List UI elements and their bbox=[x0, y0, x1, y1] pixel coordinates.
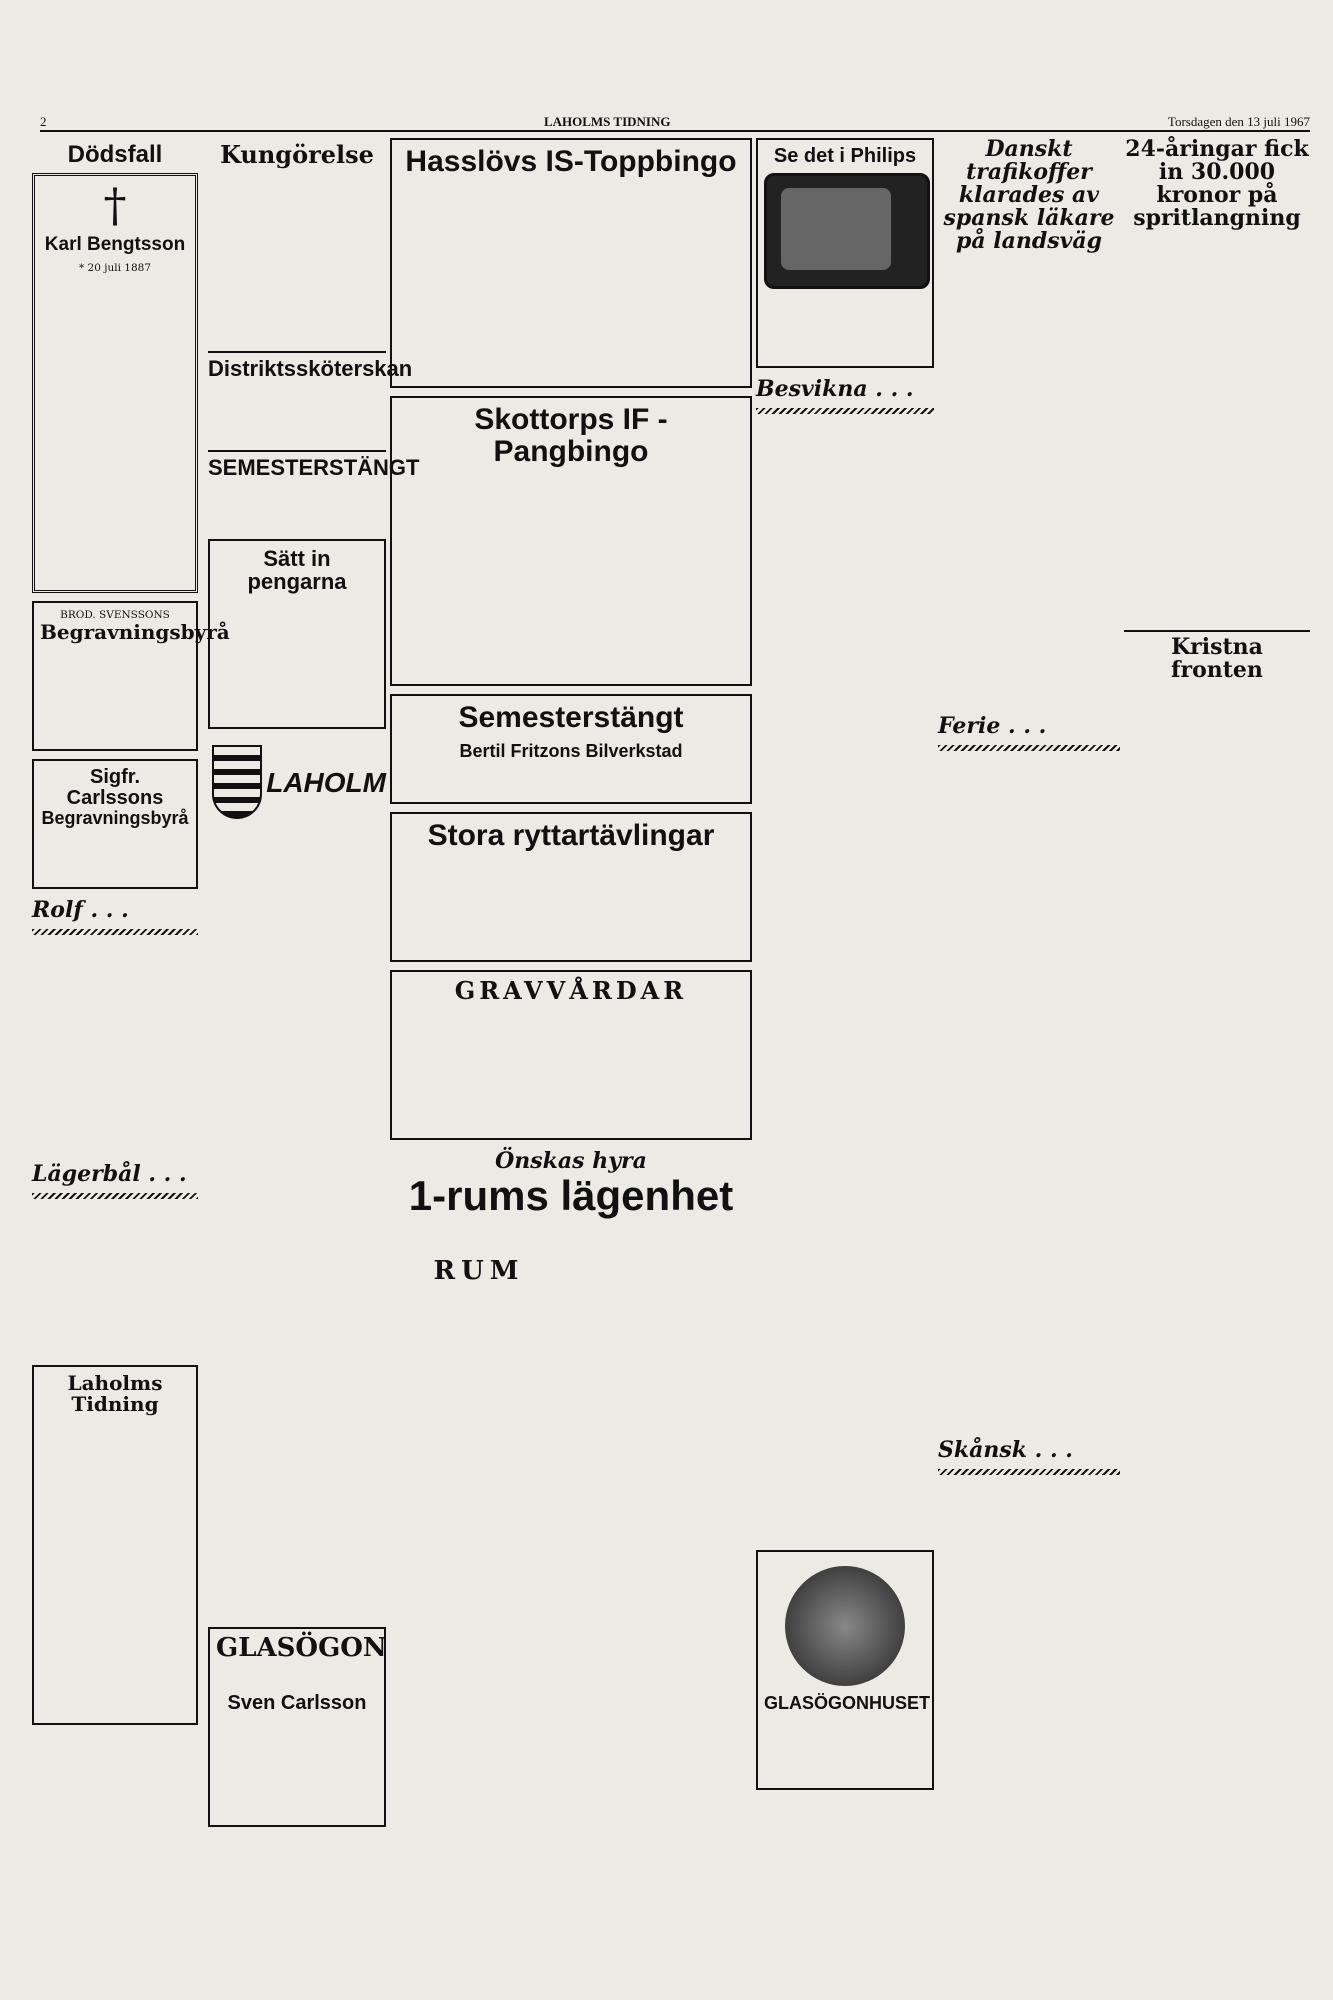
gravestone-ad bbox=[390, 970, 752, 1140]
skottorp-bingo-ad bbox=[390, 396, 752, 686]
paper-info-title: Laholms Tidning bbox=[67, 1371, 163, 1417]
divider bbox=[32, 929, 198, 935]
gravestone-title: GRAVVÅRDAR bbox=[454, 976, 688, 1005]
glasogonhuset-title: GLASÖGONHUSET bbox=[764, 1693, 931, 1713]
traffic-headline: Danskt trafikoffer klarades av spansk läkare på landsväg bbox=[943, 136, 1115, 255]
page-number: 2 bbox=[40, 114, 47, 129]
apartment-title: 1-rums lägenhet bbox=[408, 1172, 734, 1219]
lagerbal-text bbox=[32, 1205, 198, 1365]
skansk-text bbox=[938, 1481, 1120, 1781]
riding-title: Stora ryttartävlingar bbox=[427, 819, 715, 852]
coat-of-arms-icon bbox=[212, 745, 262, 819]
column-5 bbox=[938, 138, 1120, 1968]
optician-emblem-icon bbox=[785, 1566, 905, 1686]
philips-ad bbox=[756, 138, 934, 368]
column-3 bbox=[390, 138, 752, 1968]
news-columns-text bbox=[208, 827, 386, 1627]
column-2 bbox=[208, 138, 420, 1968]
optician-ad bbox=[208, 1627, 386, 1827]
funeral-home-title: Begravningsbyrå bbox=[40, 620, 230, 645]
rolf-text bbox=[32, 941, 198, 1161]
laholm-logo bbox=[208, 737, 386, 827]
workshop-closed-title: Semesterstängt bbox=[458, 701, 684, 734]
room-text bbox=[390, 1285, 568, 1925]
news-text bbox=[576, 1258, 752, 1898]
wanted-heading: Önskas hyra bbox=[495, 1148, 647, 1174]
bank-ad bbox=[208, 539, 386, 729]
laholm-wordmark: LAHOLM bbox=[266, 766, 386, 798]
masthead bbox=[40, 108, 1310, 132]
besvikna-text bbox=[756, 420, 934, 1550]
cross-icon: † bbox=[103, 178, 127, 233]
column-4 bbox=[756, 138, 934, 1968]
traffic-text bbox=[938, 253, 1120, 713]
lagerbal-heading: Lägerbål . . . bbox=[32, 1161, 187, 1188]
column-6 bbox=[1124, 138, 1310, 1968]
riding-competition-ad bbox=[390, 812, 752, 962]
divider bbox=[938, 745, 1120, 751]
funeral-home-2-title: Sigfr. Carlssons bbox=[66, 766, 164, 810]
room-title: RUM bbox=[433, 1256, 525, 1287]
hasslov-title: Hasslövs IS-Toppbingo bbox=[405, 145, 737, 178]
deceased-name: Karl Bengtsson bbox=[44, 234, 186, 256]
television-icon bbox=[764, 173, 930, 289]
funeral-home-owner: BROD. SVENSSONS bbox=[60, 609, 170, 622]
semester-heading: SEMESTERSTÄNGT bbox=[208, 450, 386, 479]
paper-info-box bbox=[32, 1365, 198, 1725]
semester-text bbox=[208, 479, 386, 539]
divider bbox=[756, 408, 934, 414]
workshop-name: Bertil Fritzons Bilverkstad bbox=[459, 740, 683, 761]
optician-name: Sven Carlsson bbox=[227, 1691, 367, 1714]
column-1 bbox=[32, 138, 230, 1968]
funeral-home-2-sub: Begravningsbyrå bbox=[41, 808, 189, 829]
spirits-headline: 24-åringar fick in 30.000 kronor på spritlangning bbox=[1125, 136, 1309, 232]
ferie-text bbox=[938, 757, 1120, 1437]
distrikt-text bbox=[208, 380, 386, 450]
divider bbox=[938, 1469, 1120, 1475]
kristna-heading: Kristna fronten bbox=[1124, 630, 1310, 682]
ferie-heading: Ferie . . . bbox=[938, 713, 1047, 740]
distrikt-heading: Distriktssköterskan bbox=[208, 351, 386, 380]
obit-heading: Dödsfall bbox=[67, 141, 163, 168]
skansk-heading: Skånsk . . . bbox=[938, 1437, 1073, 1464]
funeral-home-ad-2 bbox=[32, 759, 198, 889]
obituary-box bbox=[32, 173, 198, 593]
spirits-text bbox=[1124, 230, 1310, 630]
issue-date: Torsdagen den 13 juli 1967 bbox=[1167, 114, 1310, 129]
funeral-home-ad bbox=[32, 601, 230, 751]
apartment-text bbox=[390, 1218, 752, 1258]
kungorelse-heading: Kungörelse bbox=[220, 140, 374, 169]
birth-date: * 20 juli 1887 bbox=[78, 262, 152, 275]
kristna-text bbox=[1124, 683, 1310, 1883]
besvikna-heading: Besvikna . . . bbox=[756, 376, 914, 402]
kungorelse-text bbox=[208, 171, 386, 351]
hasslov-bingo-ad bbox=[390, 138, 752, 388]
philips-title: Se det i Philips bbox=[773, 145, 917, 167]
optician-title: GLASÖGON bbox=[216, 1633, 387, 1664]
workshop-closed-ad bbox=[390, 694, 752, 804]
divider bbox=[32, 1193, 198, 1199]
paper-name: LAHOLMS TIDNING bbox=[543, 114, 671, 129]
lower-news bbox=[390, 1258, 752, 1898]
bank-slogan: Sätt in pengarna bbox=[247, 546, 347, 595]
glasogonhuset-ad bbox=[756, 1550, 934, 1790]
skottorp-title: Skottorps IF - Pangbingo bbox=[474, 403, 668, 468]
rolf-heading: Rolf . . . bbox=[32, 897, 129, 924]
